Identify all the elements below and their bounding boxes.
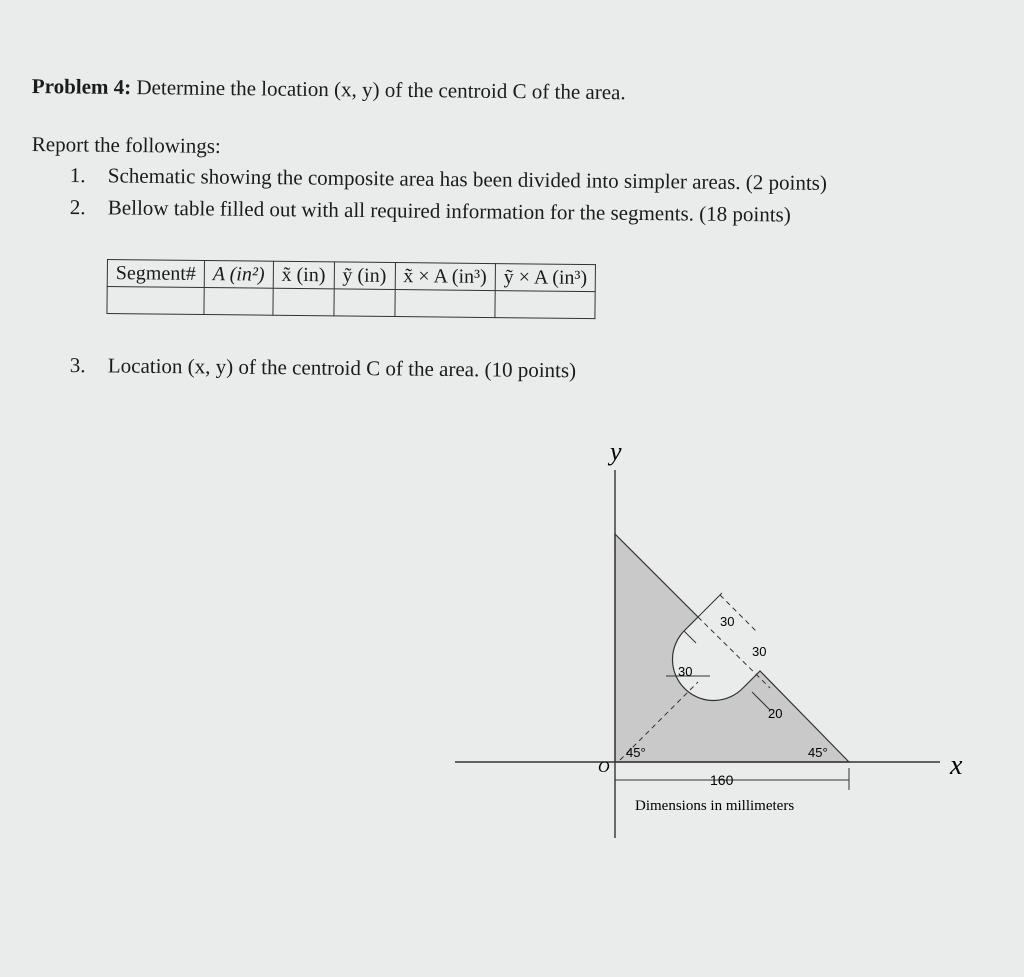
origin-label: O — [598, 759, 610, 776]
x-axis-label: x — [950, 750, 963, 781]
table-cell[interactable] — [204, 288, 273, 316]
list-item — [70, 163, 827, 196]
problem-label: Problem 4: — [31, 74, 132, 100]
dimensions-caption: Dimensions in millimeters — [635, 798, 795, 814]
table-cell[interactable] — [394, 290, 495, 318]
angle-left-label: 45° — [626, 745, 646, 760]
item-text: Location (x, y) of the centroid C of the area. (10 points) — [107, 353, 577, 383]
table-cell[interactable] — [273, 288, 334, 316]
report-heading: Report the followings: — [31, 132, 221, 158]
list-item — [70, 195, 791, 228]
item-number: 2. — [69, 195, 86, 220]
dim-30-diag-label: 30 — [752, 644, 767, 659]
dim-20-label: 20 — [768, 706, 783, 721]
dim-160-label: 160 — [710, 772, 734, 788]
angle-right-label: 45° — [808, 745, 828, 760]
problem-text: Determine the location (x, y) of the centroid C of the area. — [136, 75, 626, 105]
item-text: Schematic showing the composite area has been divided into simpler areas. (2 points) — [107, 163, 828, 195]
problem-statement — [32, 74, 626, 105]
centroid-diagram — [440, 430, 980, 850]
dim-30-left-label: 30 — [678, 664, 693, 679]
table-cell[interactable] — [495, 291, 596, 319]
segment-table — [106, 259, 596, 319]
table-row — [107, 287, 596, 319]
table-cell[interactable] — [107, 287, 204, 315]
table-cell[interactable] — [334, 289, 395, 317]
y-axis-label: y — [610, 437, 622, 466]
item-number: 1. — [69, 163, 86, 188]
table-header-cell: x̃ (in) — [273, 261, 334, 289]
table-header-cell: Segment# — [107, 260, 204, 288]
dim-30-top-label: 30 — [720, 614, 735, 629]
list-item — [70, 353, 576, 383]
notch-edge — [684, 631, 696, 643]
table-header-cell: x̃ × A (in³) — [395, 263, 496, 291]
item-number: 3. — [69, 353, 86, 378]
item-text: Bellow table filled out with all required information for the segments. (18 points) — [107, 195, 791, 227]
shaded-area — [615, 534, 849, 762]
table-header-cell: ỹ (in) — [334, 262, 395, 290]
table-header-cell: A (in²) — [204, 261, 273, 289]
table-header-cell: ỹ × A (in³) — [495, 264, 596, 292]
dim-line-30-top — [698, 593, 722, 617]
